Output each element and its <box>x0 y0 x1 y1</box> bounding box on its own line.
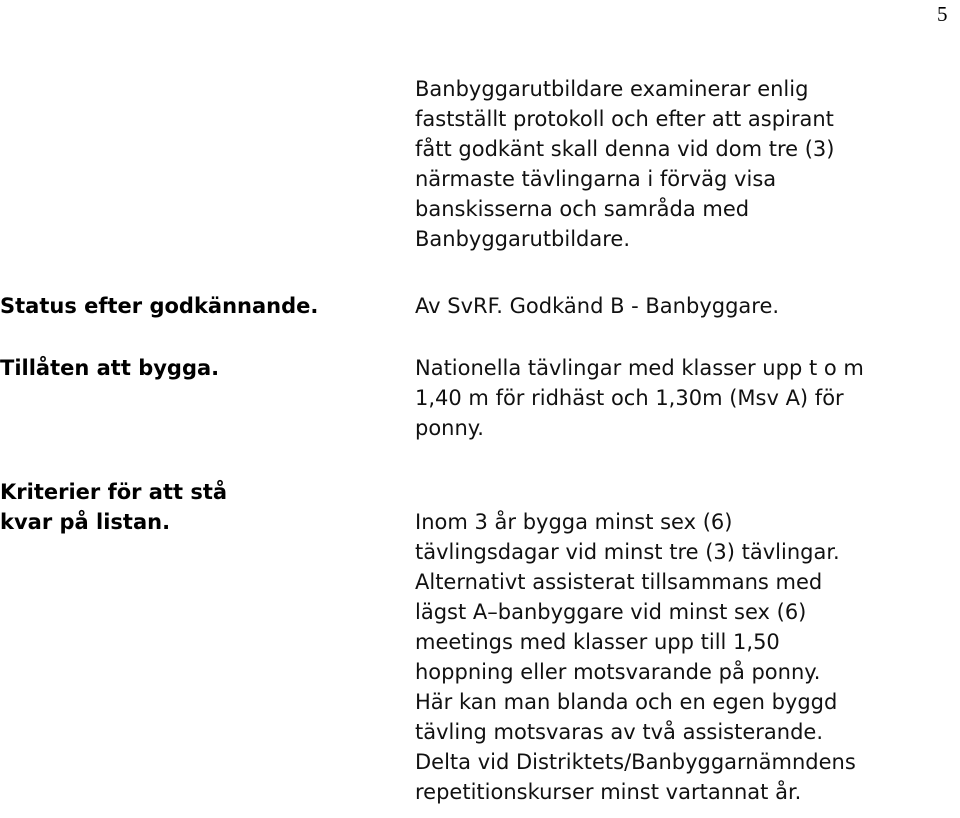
text-line: Banbyggarutbildare examinerar enlig <box>415 77 809 101</box>
allowed-value <box>415 353 864 443</box>
allowed-label: Tillåten att bygga. <box>0 356 220 380</box>
status-value <box>415 291 779 321</box>
text-line: meetings med klasser upp till 1,50 <box>415 630 780 654</box>
criteria-label <box>0 477 227 537</box>
text-line: tävling motsvaras av två assisterande. <box>415 720 824 744</box>
text-line: ponny. <box>415 416 484 440</box>
text-line: Här kan man blanda och en egen byggd <box>415 690 838 714</box>
text-line: lägst A–banbyggare vid minst sex (6) <box>415 600 807 624</box>
text-line: Alternativt assisterat tillsammans med <box>415 570 823 594</box>
criteria-label-line: Kriterier för att stå <box>0 480 228 504</box>
text-line: Delta vid Distriktets/Banbyggarnämndens <box>415 750 856 774</box>
criteria-value <box>415 507 856 807</box>
text-line: 1,40 m för ridhäst och 1,30m (Msv A) för <box>415 386 844 410</box>
text-line: tävlingsdagar vid minst tre (3) tävlingar. <box>415 540 840 564</box>
text-line: Av SvRF. Godkänd B - Banbyggare. <box>415 294 780 318</box>
text-line: Nationella tävlingar med klasser upp t o m <box>415 356 864 380</box>
text-line: Banbyggarutbildare. <box>415 227 631 251</box>
page-number: 5 <box>937 2 948 26</box>
text-line: banskisserna och samråda med <box>415 197 750 221</box>
text-line: fastställt protokoll och efter att aspirant <box>415 107 834 131</box>
text-line: hoppning eller motsvarande på ponny. <box>415 660 821 684</box>
text-line: närmaste tävlingarna i förväg visa <box>415 167 777 191</box>
exam-paragraph <box>415 74 834 254</box>
criteria-label-line: kvar på listan. <box>0 510 171 534</box>
text-line: Inom 3 år bygga minst sex (6) <box>415 510 733 534</box>
text-line: fått godkänt skall denna vid dom tre (3) <box>415 137 835 161</box>
text-line: repetitionskurser minst vartannat år. <box>415 780 802 804</box>
status-label: Status efter godkännande. <box>0 294 319 318</box>
